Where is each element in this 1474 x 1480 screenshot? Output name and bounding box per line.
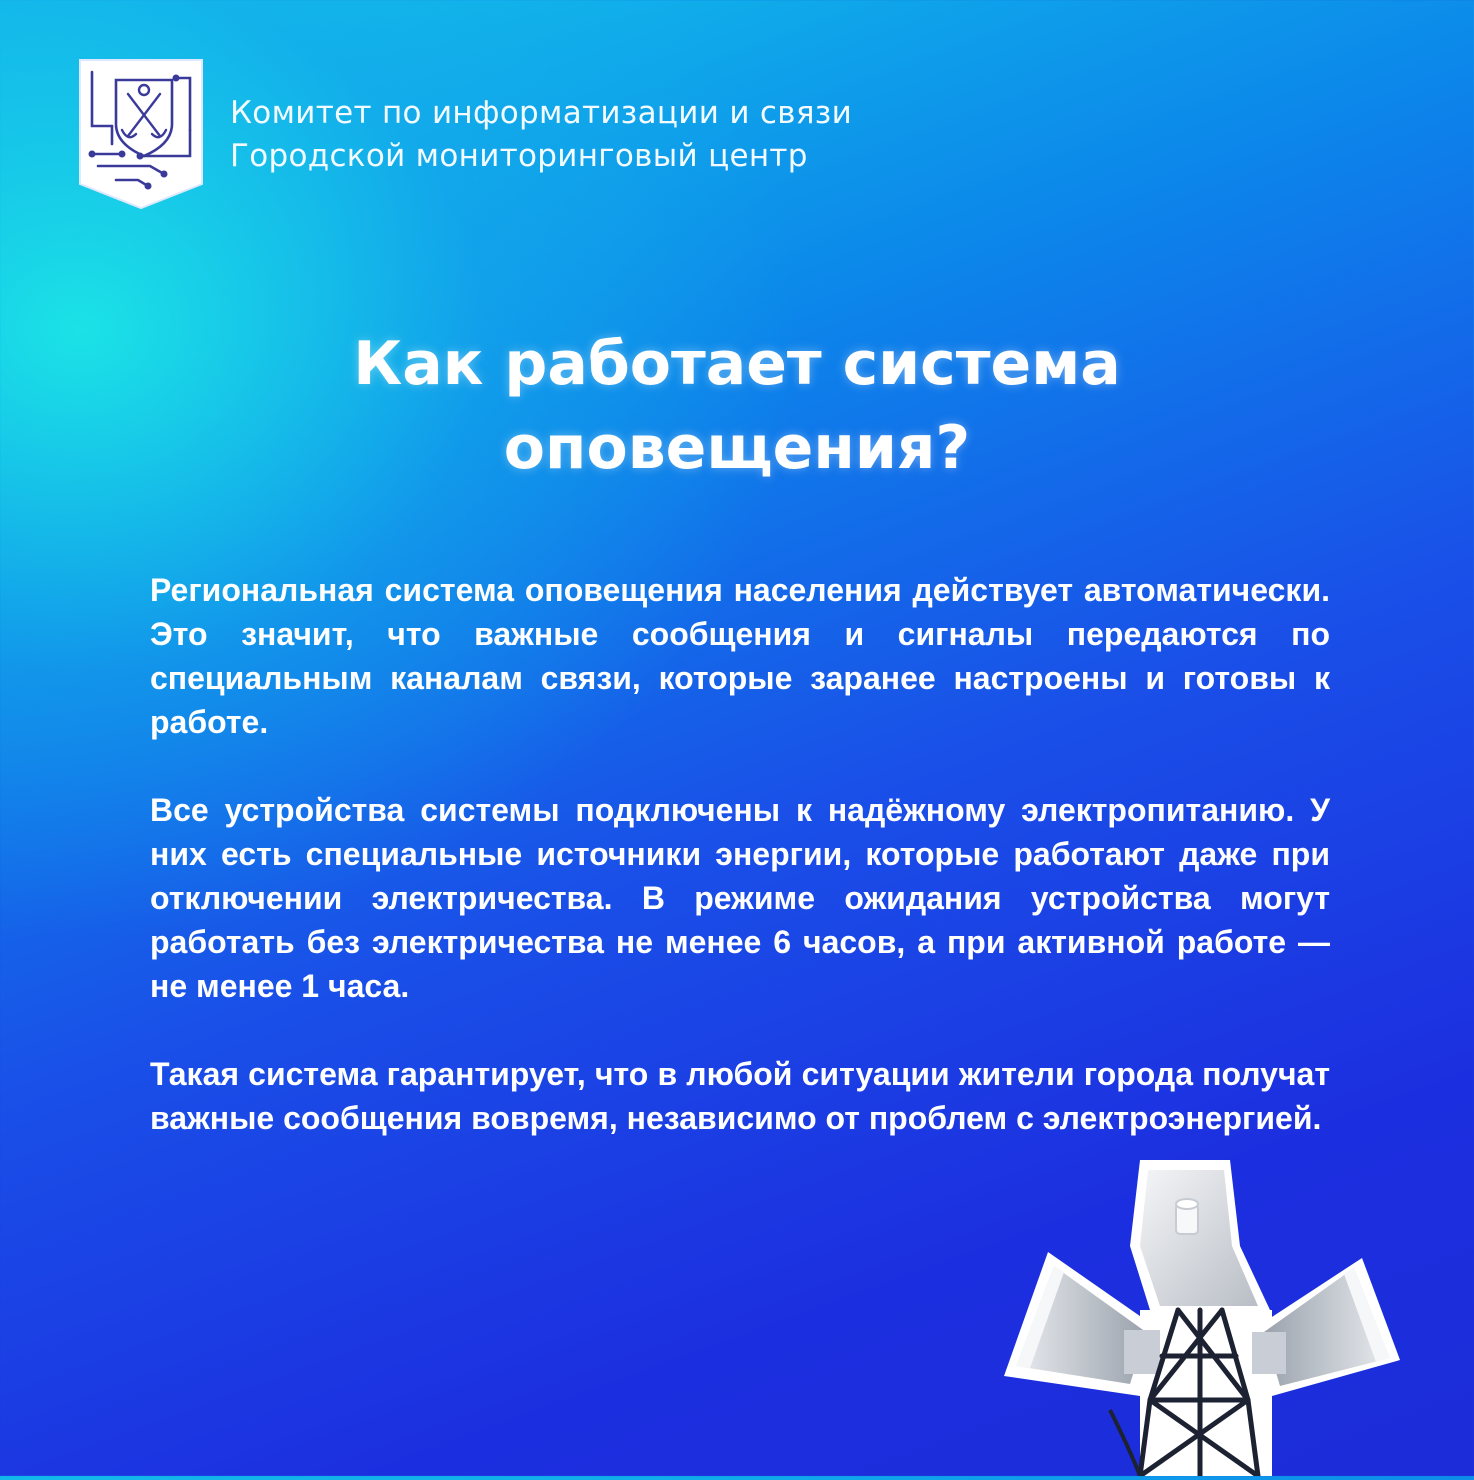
city-emblem-shield-icon — [78, 58, 204, 210]
organization-line-1: Комитет по информатизации и связи — [230, 95, 853, 131]
paragraph: Все устройства системы подключены к надёжному электропитанию. У них есть специальные источники энергии, которые работают даже при отключении электричества. В режиме ожидания устройства могут работать без электричества не менее 6 часов, а при активной работе — не менее 1 часа. — [150, 792, 1330, 1004]
page-title — [0, 322, 1474, 490]
organization-line-2: Городской мониторинговый центр — [230, 138, 808, 174]
paragraph: Региональная система оповещения населения действует автоматически. Это значит, что важные сообщения и сигналы передаются по специальным каналам связи, которые заранее настроены и готовы к работе. — [150, 572, 1330, 740]
page-title-line-2: оповещения? — [503, 413, 971, 483]
organization-name — [230, 92, 852, 178]
body-text — [150, 568, 1330, 1140]
alarm-siren-icon — [990, 1160, 1410, 1476]
page-title-line-1: Как работает система — [353, 329, 1121, 399]
paragraph: Такая система гарантирует, что в любой ситуации жители города получат важные сообщения вовремя, независимо от проблем с электроэнергией. — [150, 1056, 1330, 1136]
